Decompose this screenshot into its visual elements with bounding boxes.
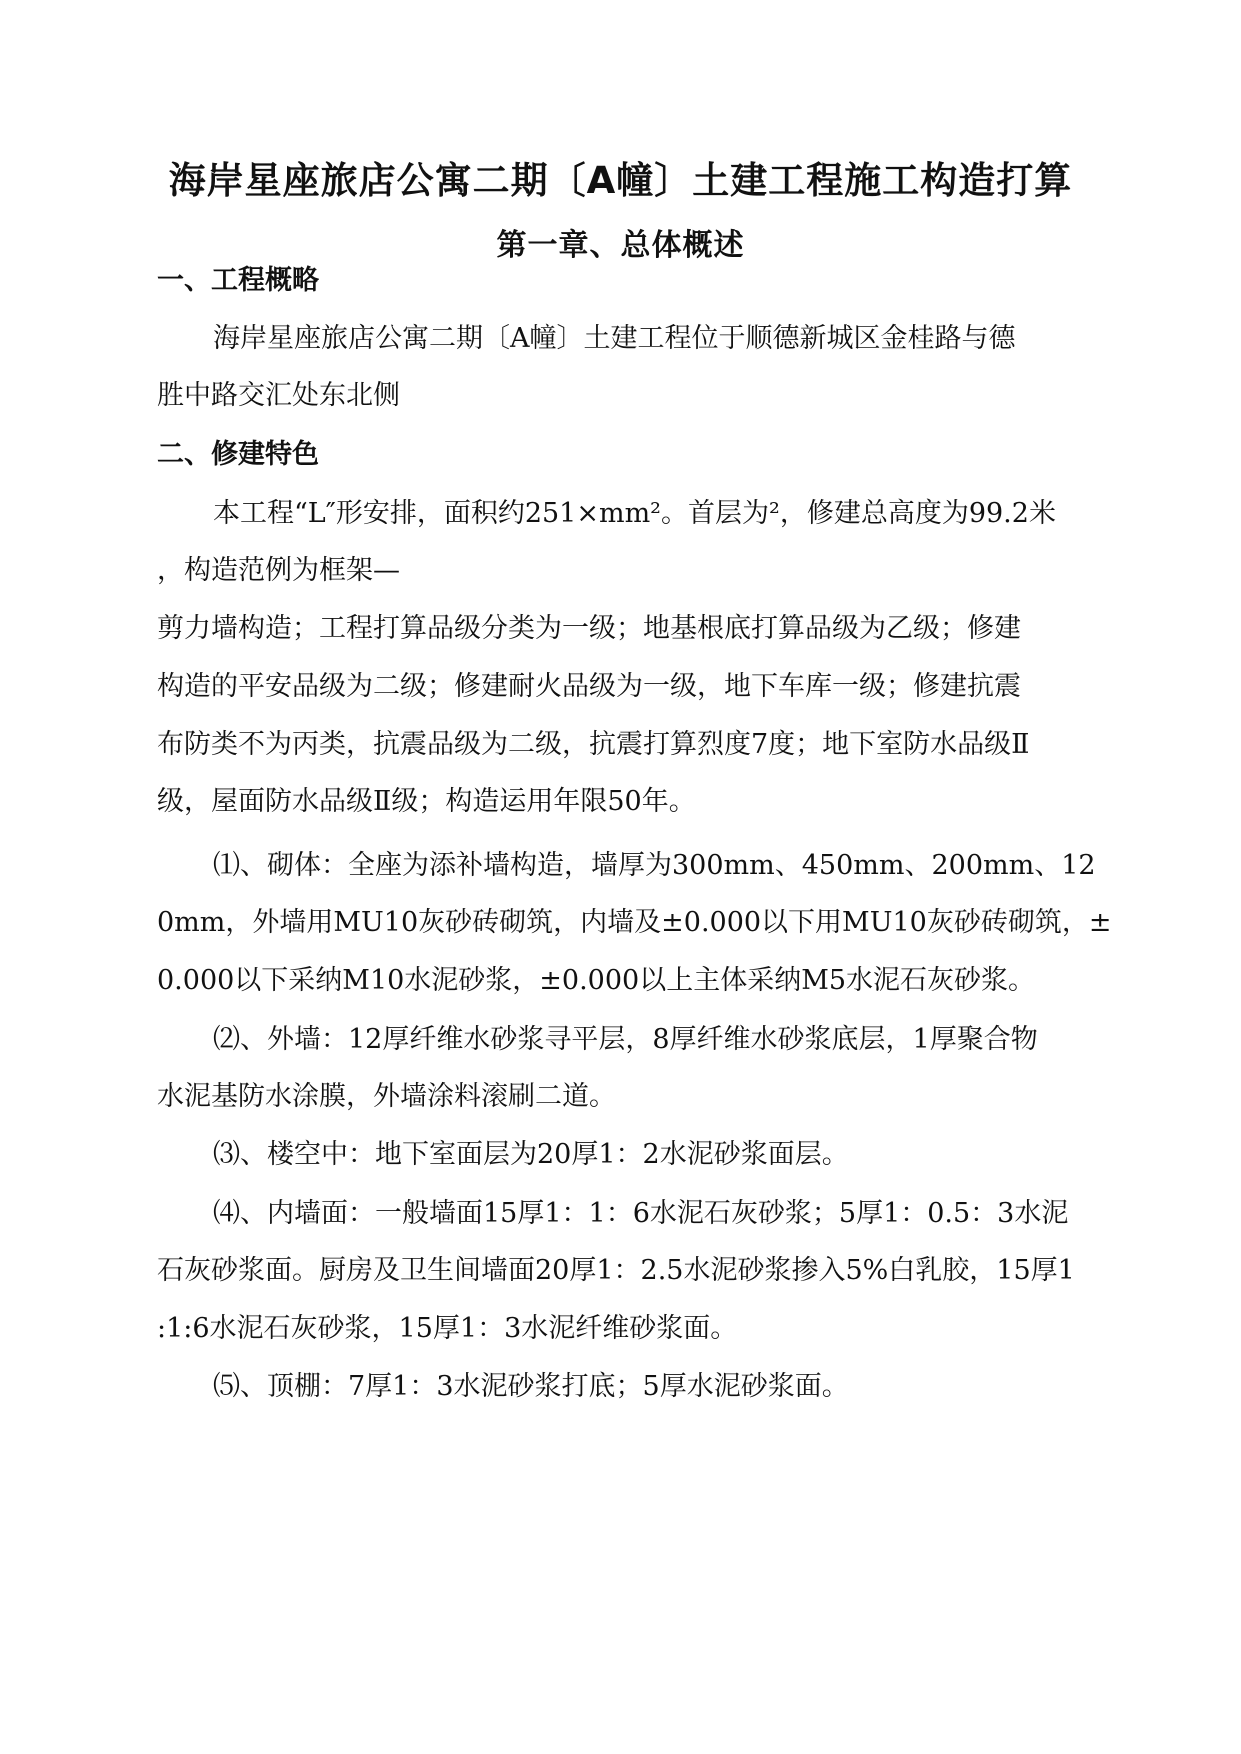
paragraph-line: 水泥基防水涂膜，外墙涂料滚刷二道。 xyxy=(157,1081,616,1112)
paragraph-line: 0mm，外墙用MU10灰砂砖砌筑，内墙及±0.000以下用MU10灰砂砖砌筑，± xyxy=(157,907,1112,938)
paragraph-line: 0.000以下采纳M10水泥砂浆，±0.000以上主体采纳M5水泥石灰砂浆。 xyxy=(157,965,1036,996)
paragraph-line-interior-wall: ⑷、内墙面：一般墙面15厚1：1：6水泥石灰砂浆；5厚1：0.5：3水泥 xyxy=(213,1198,1069,1229)
paragraph-line: 布防类不为丙类，抗震品级为二级，抗震打算烈度7度；地下室防水品级Ⅱ xyxy=(157,729,1030,760)
paragraph-line: ，构造范例为框架— xyxy=(157,555,400,586)
paragraph-line: 胜中路交汇处东北侧 xyxy=(157,380,400,411)
paragraph-line: 海岸星座旅店公寓二期〔A幢〕土建工程位于顺德新城区金桂路与德 xyxy=(213,323,1016,354)
paragraph-line: 构造的平安品级为二级；修建耐火品级为一级，地下车库一级；修建抗震 xyxy=(157,671,1021,702)
chapter-title: 第一章、总体概述 xyxy=(496,228,745,263)
document-title: 海岸星座旅店公寓二期〔A幢〕土建工程施工构造打算 xyxy=(168,159,1073,202)
paragraph-line-floor: ⑶、楼空中：地下室面层为20厚1：2水泥砂浆面层。 xyxy=(213,1139,849,1170)
paragraph-line: :1:6水泥石灰砂浆，15厚1：3水泥纤维砂浆面。 xyxy=(157,1313,738,1344)
paragraph-line-masonry: ⑴、砌体：全座为添补墙构造，墙厚为300mm、450mm、200mm、12 xyxy=(213,850,1096,881)
section-heading-overview: 一、工程概略 xyxy=(157,265,319,296)
paragraph-line-ceiling: ⑸、顶棚：7厚1：3水泥砂浆打底；5厚水泥砂浆面。 xyxy=(213,1371,849,1402)
paragraph-line: 本工程“L″形安排，面积约251×mm²。首层为²，修建总高度为99.2米 xyxy=(213,498,1056,529)
paragraph-line: 级，屋面防水品级Ⅱ级；构造运用年限50年。 xyxy=(157,786,696,817)
section-heading-features: 二、修建特色 xyxy=(157,439,319,470)
paragraph-line-exterior-wall: ⑵、外墙：12厚纤维水砂浆寻平层，8厚纤维水砂浆底层，1厚聚合物 xyxy=(213,1024,1038,1055)
paragraph-line: 剪力墙构造；工程打算品级分类为一级；地基根底打算品级为乙级；修建 xyxy=(157,613,1021,644)
paragraph-line: 石灰砂浆面。厨房及卫生间墙面20厚1：2.5水泥砂浆掺入5%白乳胶，15厚1 xyxy=(157,1255,1075,1286)
